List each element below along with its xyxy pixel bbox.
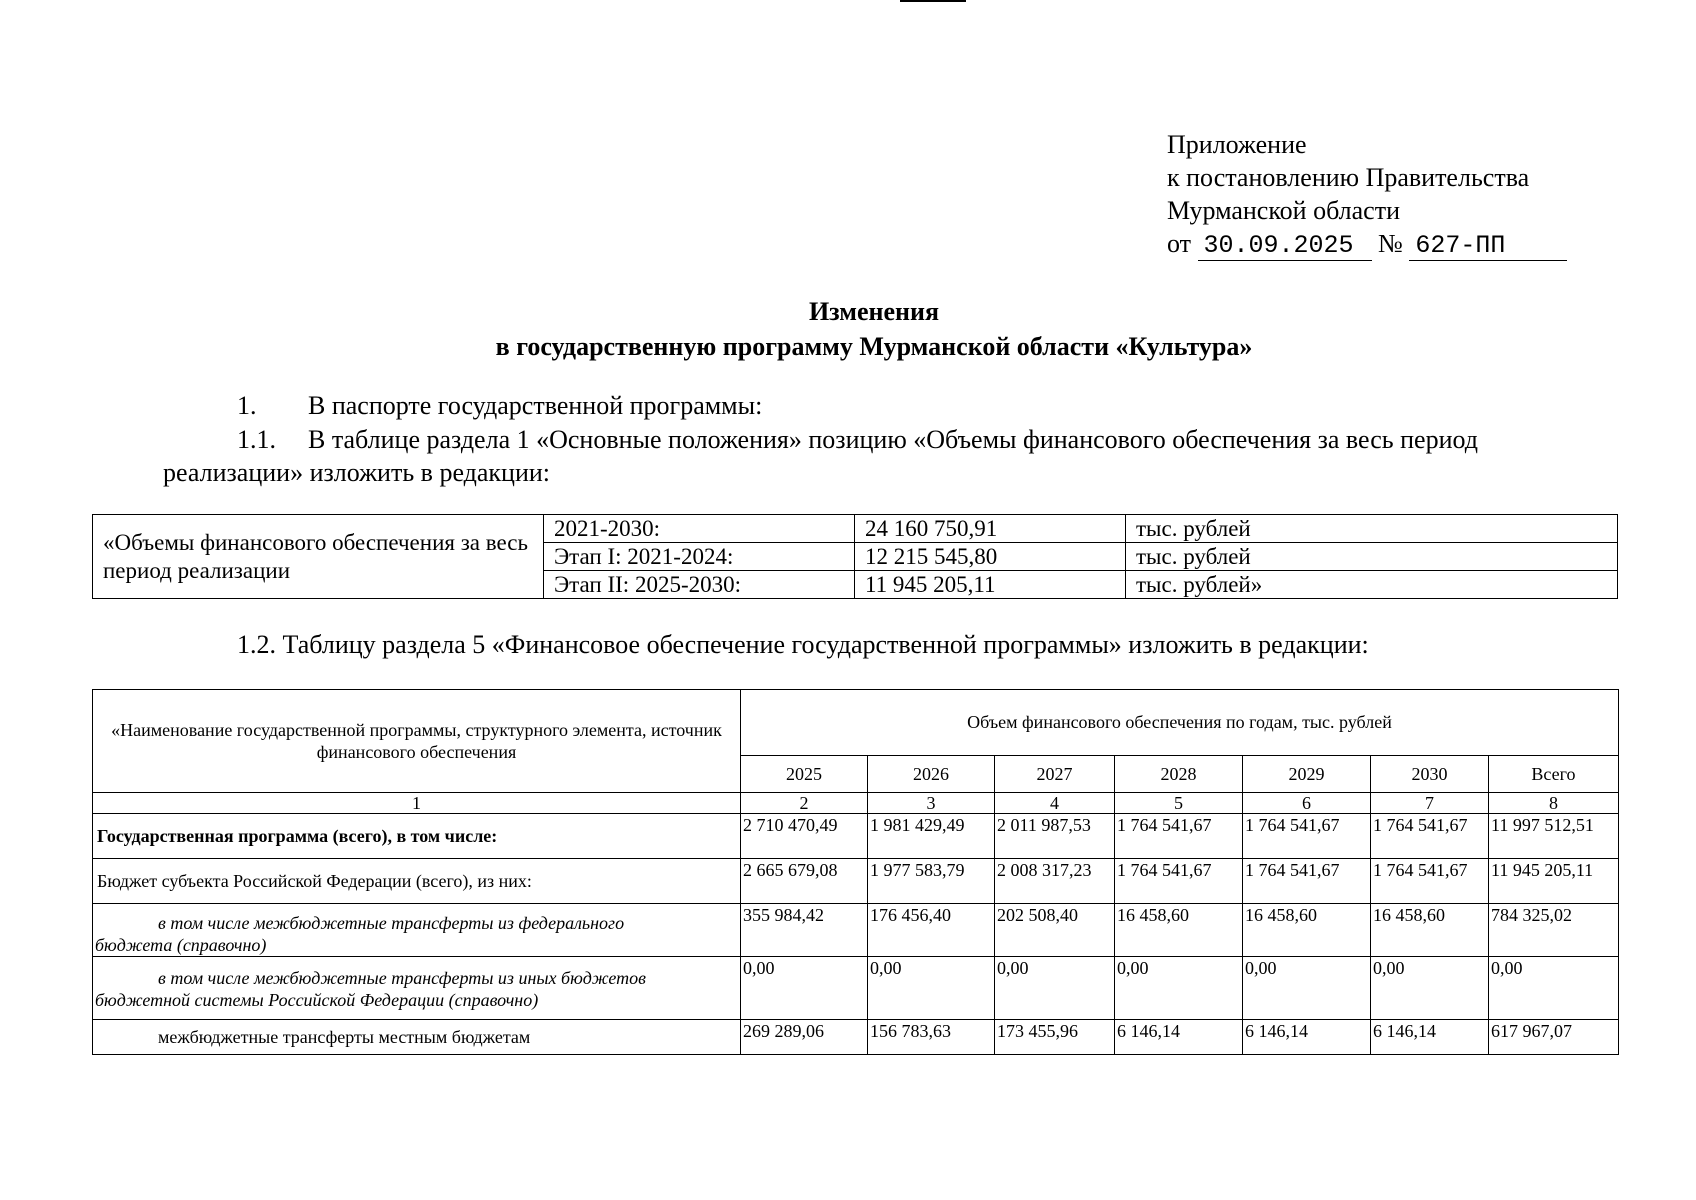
paragraph-1-2: 1.2. Таблицу раздела 5 «Финансовое обеспечение государственной программы» изложить в редакции: [237, 630, 1369, 659]
column-number: 8 [1489, 793, 1619, 814]
amount-cell: 12 215 545,80 [855, 543, 1126, 571]
volume-column-header: Объем финансового обеспечения по годам, тыс. рублей [741, 690, 1619, 756]
value-cell: 6 146,14 [1371, 1020, 1489, 1055]
value-cell: 11 945 205,11 [1489, 859, 1619, 904]
column-number: 4 [995, 793, 1115, 814]
name-column-header: «Наименование государственной программы, структурного элемента, источник финансового обеспечения [93, 690, 741, 793]
row-label-line: в том числе межбюджетные трансферты из федерального [158, 913, 625, 933]
row-label-other-budget-transfers [93, 957, 741, 1020]
value-cell: 0,00 [1243, 957, 1371, 1020]
unit-cell: тыс. рублей» [1126, 571, 1618, 599]
value-cell: 2 011 987,53 [995, 814, 1115, 859]
row-label-line: бюджетной системы Российской Федерации (справочно) [95, 990, 539, 1010]
date-prefix: от [1167, 229, 1192, 258]
row-label-line: в том числе межбюджетные трансферты из иных бюджетов [158, 968, 646, 988]
column-number: 1 [93, 793, 741, 814]
period-cell: 2021-2030: [544, 515, 855, 543]
table-row [93, 1020, 1619, 1055]
column-number: 5 [1115, 793, 1243, 814]
appendix-line-3: Мурманской области [1167, 196, 1400, 225]
appendix-date-line [1167, 227, 1567, 261]
value-cell: 156 783,63 [868, 1020, 995, 1055]
value-cell: 1 981 429,49 [868, 814, 995, 859]
resolution-number: 627-ПП [1409, 232, 1567, 261]
value-cell: 11 997 512,51 [1489, 814, 1619, 859]
value-cell: 1 764 541,67 [1243, 814, 1371, 859]
value-cell: 1 764 541,67 [1371, 814, 1489, 859]
value-cell: 0,00 [1371, 957, 1489, 1020]
row-label-regional-budget: Бюджет субъекта Российской Федерации (всего), из них: [93, 859, 741, 904]
paragraph-1-text: В паспорте государственной программы: [308, 391, 763, 420]
value-cell: 1 764 541,67 [1243, 859, 1371, 904]
value-cell: 2 710 470,49 [741, 814, 868, 859]
row-label-line: бюджета (справочно) [95, 935, 267, 955]
paragraph-1-1-number: 1.1. [237, 425, 276, 454]
value-cell: 1 764 541,67 [1371, 859, 1489, 904]
year-header-2029: 2029 [1243, 755, 1371, 792]
row-label-local-transfers: межбюджетные трансферты местным бюджетам [93, 1020, 741, 1055]
value-cell: 784 325,02 [1489, 904, 1619, 957]
table-row [93, 859, 1619, 904]
top-edge-mark [900, 0, 966, 2]
document-subtitle: в государственную программу Мурманской области «Культура» [495, 332, 1253, 361]
value-cell: 6 146,14 [1115, 1020, 1243, 1055]
value-cell: 0,00 [995, 957, 1115, 1020]
value-cell: 0,00 [741, 957, 868, 1020]
value-cell: 176 456,40 [868, 904, 995, 957]
resolution-date: 30.09.2025 [1198, 232, 1372, 261]
total-header: Всего [1489, 755, 1619, 792]
value-cell: 16 458,60 [1243, 904, 1371, 957]
paragraph-1-1-continued: реализации» изложить в редакции: [163, 458, 551, 487]
value-cell: 355 984,42 [741, 904, 868, 957]
value-cell: 1 764 541,67 [1115, 814, 1243, 859]
unit-cell: тыс. рублей [1126, 515, 1618, 543]
column-number-row [93, 793, 1619, 814]
table-row [93, 957, 1619, 1020]
row-label-program-total: Государственная программа (всего), в том числе: [93, 814, 741, 859]
value-cell: 173 455,96 [995, 1020, 1115, 1055]
period-cell: Этап II: 2025-2030: [544, 571, 855, 599]
appendix-line-2: к постановлению Правительства [1167, 163, 1530, 192]
row-label-federal-transfers [93, 904, 741, 957]
number-prefix: № [1378, 229, 1403, 258]
value-cell: 2 665 679,08 [741, 859, 868, 904]
year-header-2030: 2030 [1371, 755, 1489, 792]
value-cell: 2 008 317,23 [995, 859, 1115, 904]
column-number: 3 [868, 793, 995, 814]
document-title: Изменения [808, 297, 940, 326]
paragraph-1 [237, 389, 762, 423]
value-cell: 269 289,06 [741, 1020, 868, 1055]
value-cell: 6 146,14 [1243, 1020, 1371, 1055]
year-header-2028: 2028 [1115, 755, 1243, 792]
value-cell: 16 458,60 [1115, 904, 1243, 957]
year-header-2027: 2027 [995, 755, 1115, 792]
column-number: 6 [1243, 793, 1371, 814]
year-header-2025: 2025 [741, 755, 868, 792]
column-number: 2 [741, 793, 868, 814]
paragraph-1-1-text: В таблице раздела 1 «Основные положения» позицию «Объемы финансового обеспечения за весь период [308, 425, 1478, 454]
table-row [93, 515, 1618, 543]
value-cell: 0,00 [1489, 957, 1619, 1020]
table-row [93, 814, 1619, 859]
value-cell: 0,00 [1115, 957, 1243, 1020]
amount-cell: 24 160 750,91 [855, 515, 1126, 543]
paragraph-1-1 [237, 423, 1478, 457]
appendix-line-1: Приложение [1167, 130, 1307, 159]
table-header-row [93, 690, 1619, 756]
value-cell: 617 967,07 [1489, 1020, 1619, 1055]
period-cell: Этап I: 2021-2024: [544, 543, 855, 571]
value-cell: 0,00 [868, 957, 995, 1020]
unit-cell: тыс. рублей [1126, 543, 1618, 571]
financing-volume-label: «Объемы финансового обеспечения за весь период реализации [93, 515, 544, 599]
value-cell: 1 764 541,67 [1115, 859, 1243, 904]
value-cell: 16 458,60 [1371, 904, 1489, 957]
column-number: 7 [1371, 793, 1489, 814]
financing-volume-table [92, 514, 1618, 599]
appendix-block [1167, 128, 1567, 261]
table-row [93, 904, 1619, 957]
value-cell: 1 977 583,79 [868, 859, 995, 904]
value-cell: 202 508,40 [995, 904, 1115, 957]
amount-cell: 11 945 205,11 [855, 571, 1126, 599]
year-header-2026: 2026 [868, 755, 995, 792]
paragraph-1-number: 1. [237, 391, 257, 420]
program-financing-table [92, 689, 1619, 1055]
